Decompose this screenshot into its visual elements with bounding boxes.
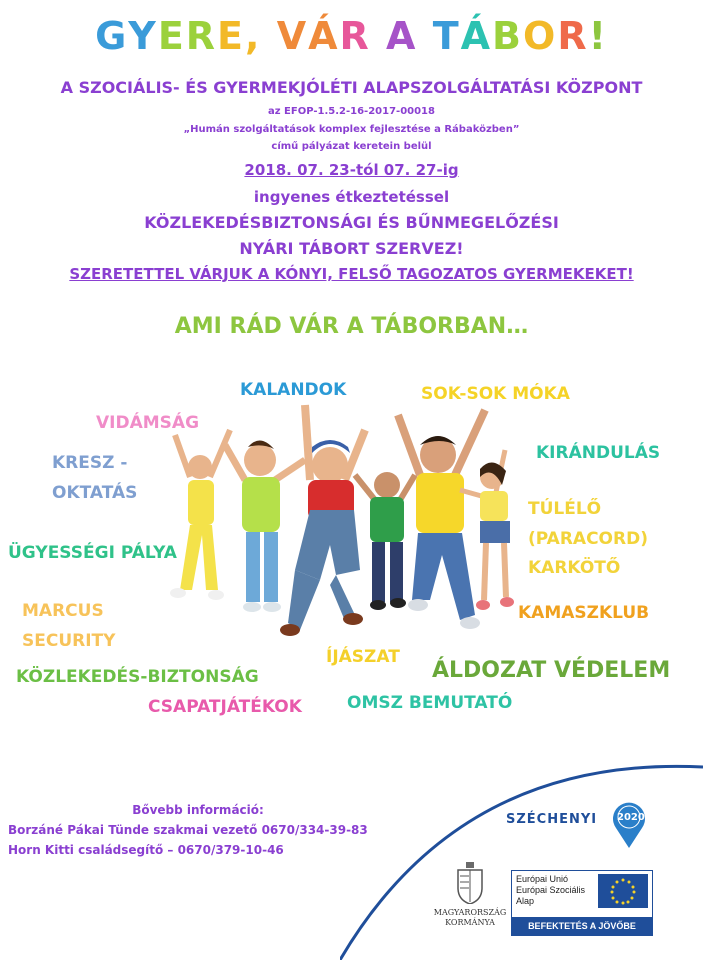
page-title [0,14,703,58]
szechenyi-text: SZÉCHENYI [506,812,598,827]
title-letter: A [386,14,418,58]
activity-ijaszat: ÍJÁSZAT [326,647,400,667]
kid-overalls [280,405,365,636]
activity-sok-sok-moka: SOK-SOK MÓKA [421,384,570,404]
contact-line-1: Borzáné Pákai Tünde szakmai vezető 0670/334-39-83 [8,823,368,837]
title-letter: T [432,14,461,58]
szechenyi-2020-logo [506,800,656,860]
project-code: az EFOP-1.5.2-16-2017-00018 [268,106,435,117]
title-letter: V [276,14,309,58]
eu-line1: Európai Unió [516,874,569,884]
eu-logo [511,870,653,936]
activity-csapatjatekok: CSAPATJÁTÉKOK [148,697,302,717]
jumping-kids-illustration [150,385,540,670]
activity-kresz-line1: KRESZ - [52,453,128,473]
title-letter [371,14,386,58]
camp-dates: 2018. 07. 23-tól 07. 27-ig [244,161,459,179]
title-letter: G [95,14,129,58]
activity-omsz-bemutato: OMSZ BEMUTATÓ [347,693,513,713]
title-letter: R [339,14,371,58]
activity-marcus-line1: MARCUS [22,601,104,621]
invitation: SZERETETTEL VÁRJUK A KÓNYI, FELSŐ TAGOZATOS GYERMEKEKET! [69,265,634,283]
gov-line2: KORMÁNYA [445,918,495,927]
title-letter: ! [588,14,608,58]
eu-flag-icon [598,874,648,908]
info-heading: Bővebb információ: [132,803,264,817]
title-letter: E [217,14,246,58]
title-letter: Á [460,14,493,58]
activity-ugyessegi-palya: ÜGYESSÉGI PÁLYA [8,543,177,563]
activity-tulelo-line3: KARKÖTŐ [528,558,621,578]
project-framework: című pályázat keretein belül [271,141,432,152]
activity-kamaszklub: KAMASZKLUB [518,603,650,623]
title-letter: O [523,14,558,58]
government-logo [430,862,510,936]
title-letter: R [557,14,589,58]
project-name: „Humán szolgáltatások komplex fejlesztése a Rábaközben” [183,124,520,135]
title-letter: R [185,14,218,58]
kid-yellow-outfit [170,430,230,600]
meals-note: ingyenes étkeztetéssel [253,188,450,206]
map-pin-icon [612,800,646,850]
eu-slogan: BEFEKTETÉS A JÖVŐBE [512,917,652,935]
title-letter: Y [128,14,158,58]
kid-yellow-shirt [398,410,485,629]
activity-marcus-line2: SECURITY [22,631,116,651]
eu-line2: Európai Szociális [516,885,586,895]
activity-tulelo-line1: TÚLÉLŐ [528,499,602,519]
activity-kresz-line2: OKTATÁS [52,483,138,503]
title-letter [261,14,276,58]
activities-heading: AMI RÁD VÁR A TÁBORBAN… [174,314,529,339]
activity-aldozat-vedelem: ÁLDOZAT VÉDELEM [432,658,671,683]
activity-kalandok: KALANDOK [240,380,347,400]
contact-line-2: Horn Kitti családsegítő – 0670/379-10-46 [8,843,284,857]
crest-icon [455,862,485,904]
title-letter: E [157,14,186,58]
camp-title-line1: KÖZLEKEDÉSBIZTONSÁGI ÉS BŰNMEGELŐZÉSI [144,213,559,232]
activity-kozlekedes-biztonsag: KÖZLEKEDÉS-BIZTONSÁG [16,667,259,687]
gov-line1: MAGYARORSZÁG [433,908,507,917]
camp-title-line2: NYÁRI TÁBORT SZERVEZ! [239,239,464,258]
title-letter: Á [308,14,340,58]
szechenyi-year: 2020 [617,812,645,823]
activity-vidamsag: VIDÁMSÁG [96,413,200,433]
kid-small-green [355,472,415,610]
title-letter: B [492,14,523,58]
contact-info [8,800,388,860]
title-letter: , [245,14,262,58]
eu-line3: Alap [516,896,535,906]
activity-tulelo-line2: (PARACORD) [528,529,648,549]
organization-name: A SZOCIÁLIS- ÉS GYERMEKJÓLÉTI ALAPSZOLGÁLTATÁSI KÖZPONT [60,78,643,97]
title-letter [417,14,432,58]
activity-kirandulas: KIRÁNDULÁS [536,443,661,463]
